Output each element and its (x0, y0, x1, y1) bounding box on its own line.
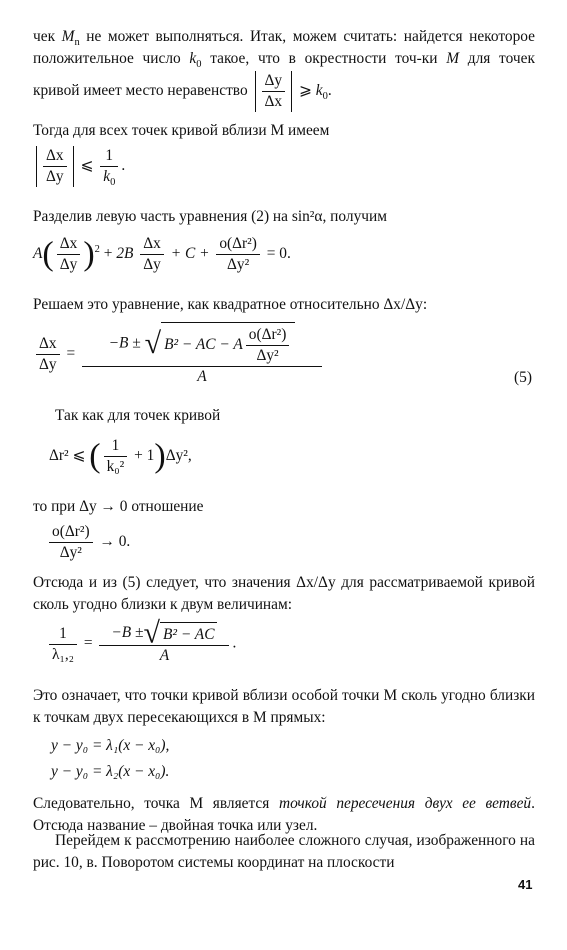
paragraph-3 (33, 206, 535, 228)
numerator: o(Δr²) (216, 234, 260, 255)
term: Δy², (165, 447, 192, 465)
sqrt (145, 322, 296, 366)
numerator: Δx (57, 234, 81, 255)
subscript-0: 0 (110, 177, 116, 189)
numerator: Δx (36, 334, 60, 355)
text-fragment: такое, что в окрестности точ-ки (210, 50, 438, 68)
fraction (43, 146, 67, 187)
fraction (57, 234, 81, 275)
term: → 0. (99, 533, 131, 551)
radicand (160, 622, 218, 645)
fraction (216, 234, 260, 275)
subscript-0: 0 (322, 90, 328, 102)
denominator: Δy² (59, 544, 82, 561)
symbol-k: k (315, 81, 323, 99)
fraction-1-k0 (100, 146, 118, 187)
paragraph-2 (33, 120, 535, 142)
paragraph-6 (33, 496, 535, 518)
fraction (49, 522, 93, 563)
symbol-A: A (197, 368, 207, 385)
symbol-M: M (61, 28, 75, 45)
plus: + (103, 245, 113, 263)
fraction (262, 71, 286, 112)
limit-expression (33, 522, 535, 563)
paragraph-10 (33, 830, 535, 875)
equation-number: (5) (514, 369, 532, 386)
text-fragment: Δy → 0 (79, 498, 128, 515)
term-C: + C + (170, 245, 210, 263)
paragraph-text: Перейдем к рассмотрению наиболее сложного случая, изображенного на рис. 10, в. Поворотом системы координат на плоскости (33, 832, 535, 872)
sqrt (143, 616, 218, 650)
paragraph-8 (33, 685, 535, 730)
paragraph-4 (33, 294, 535, 316)
text-fragment: . Отсюда название – двойная точка или узел. (33, 795, 535, 835)
term: y − y₀ = λ₁(x − x₀), (51, 737, 170, 754)
numerator: o(Δr²) (49, 522, 93, 543)
denominator (99, 646, 229, 666)
fraction-solution (82, 322, 322, 387)
subscript-0: 0 (196, 59, 202, 71)
paragraph-text: Это означает, что точки кривой вблизи особой точки M сколь угодно близки к точкам двух пересекающихся в M прямых: (33, 687, 535, 727)
paren: ( (42, 235, 54, 273)
line-equation-1 (51, 735, 535, 757)
paragraph-7 (33, 572, 535, 617)
denominator: Δy (143, 256, 161, 273)
numerator: Δy (262, 71, 286, 92)
numerator (99, 616, 229, 650)
paragraph-text: Разделив левую часть уравнения (2) на sin²α, получим (33, 208, 387, 225)
term: Δr² ⩽ (49, 447, 86, 465)
term: + 1 (134, 447, 155, 465)
fraction (99, 616, 229, 666)
symbol-M: M (446, 50, 460, 68)
paren: ) (83, 235, 95, 273)
text-fragment: то при (33, 498, 76, 515)
paren: ) (154, 437, 166, 475)
inequality-dx-dy (33, 146, 535, 187)
term: B² − AC − A (164, 336, 243, 354)
page-number: 41 (518, 877, 533, 892)
term: y − y₀ = λ₂(x − x₀). (51, 763, 170, 781)
numerator: 1 (104, 436, 128, 457)
symbol-k: k (103, 168, 111, 185)
exponent: 2 (94, 243, 100, 255)
text-fragment: отношение (131, 498, 204, 515)
abs-dx-dy (36, 146, 74, 187)
symbol-A: A (159, 647, 170, 664)
term: −B ± (111, 624, 144, 642)
fraction (36, 334, 60, 375)
denominator: Δy² (256, 347, 279, 364)
numerator: 1 (100, 146, 118, 167)
numerator: Δx (140, 234, 164, 255)
fraction (49, 624, 77, 665)
text-fragment: не может выполняться. Итак, можем считать: найдется некоторое положительное число (33, 28, 535, 68)
paragraph-text: Тогда для всех точек кривой вблизи M имеем (33, 122, 330, 139)
numerator (82, 322, 322, 367)
emphasis: точкой пересечения двух ее ветвей (278, 795, 532, 812)
radical: √ (144, 327, 162, 360)
denominator: Δy² (227, 256, 250, 273)
period: . (121, 157, 126, 175)
numerator: 1 (49, 624, 77, 645)
paragraph-5 (33, 405, 535, 427)
denominator (82, 367, 322, 387)
denominator: Δx (264, 92, 283, 110)
period: . (327, 81, 332, 99)
paragraph-text: Так как для точек кривой (55, 407, 221, 424)
le-sign: ⩽ (80, 157, 94, 175)
numerator: o(Δr²) (246, 325, 290, 346)
fraction (246, 325, 290, 366)
subscript-n: n (74, 37, 80, 49)
inequality-dr2 (33, 436, 535, 477)
radical: √ (143, 616, 160, 650)
term-2B: 2B (116, 245, 134, 263)
paragraph-text: Решаем это уравнение, как квадратное относительно Δx/Δy: (33, 296, 428, 313)
denominator: Δy (39, 356, 57, 373)
ge-sign: ⩾ (298, 81, 312, 99)
denominator (100, 167, 118, 187)
text-fragment: Следовательно, точка M является (33, 795, 270, 812)
fraction (104, 436, 128, 477)
denominator: Δy (46, 168, 64, 185)
denominator: λ₁,₂ (52, 645, 75, 663)
denominator: k₀² (106, 458, 125, 475)
equation-2-divided (33, 234, 535, 275)
symbol-k: k (189, 50, 197, 68)
equals-zero: = 0. (266, 245, 291, 263)
equation-5 (33, 322, 535, 387)
paragraph-1 (33, 26, 535, 112)
abs-dy-dx (255, 71, 293, 112)
equation-lambda (33, 616, 535, 666)
line-equations (33, 735, 535, 784)
term: B² − AC (162, 626, 215, 643)
paren: ( (89, 437, 101, 475)
numerator: Δx (43, 146, 67, 167)
text-fragment: чек (33, 28, 56, 45)
fraction (140, 234, 164, 275)
period: . (232, 634, 237, 652)
symbol-A: A (33, 245, 43, 263)
text-fragment: для точек кривой имеет место неравенство (33, 50, 535, 99)
equals: = (66, 345, 76, 363)
line-equation-2 (51, 761, 535, 783)
equals: = (83, 634, 93, 652)
radicand (161, 322, 295, 366)
term: −B ± (108, 334, 141, 352)
denominator: Δy (59, 256, 78, 273)
paragraph-text: Отсюда и из (5) следует, что значения Δx/Δy для рассматриваемой кривой сколь угодно близки к двум величинам: (33, 574, 535, 614)
